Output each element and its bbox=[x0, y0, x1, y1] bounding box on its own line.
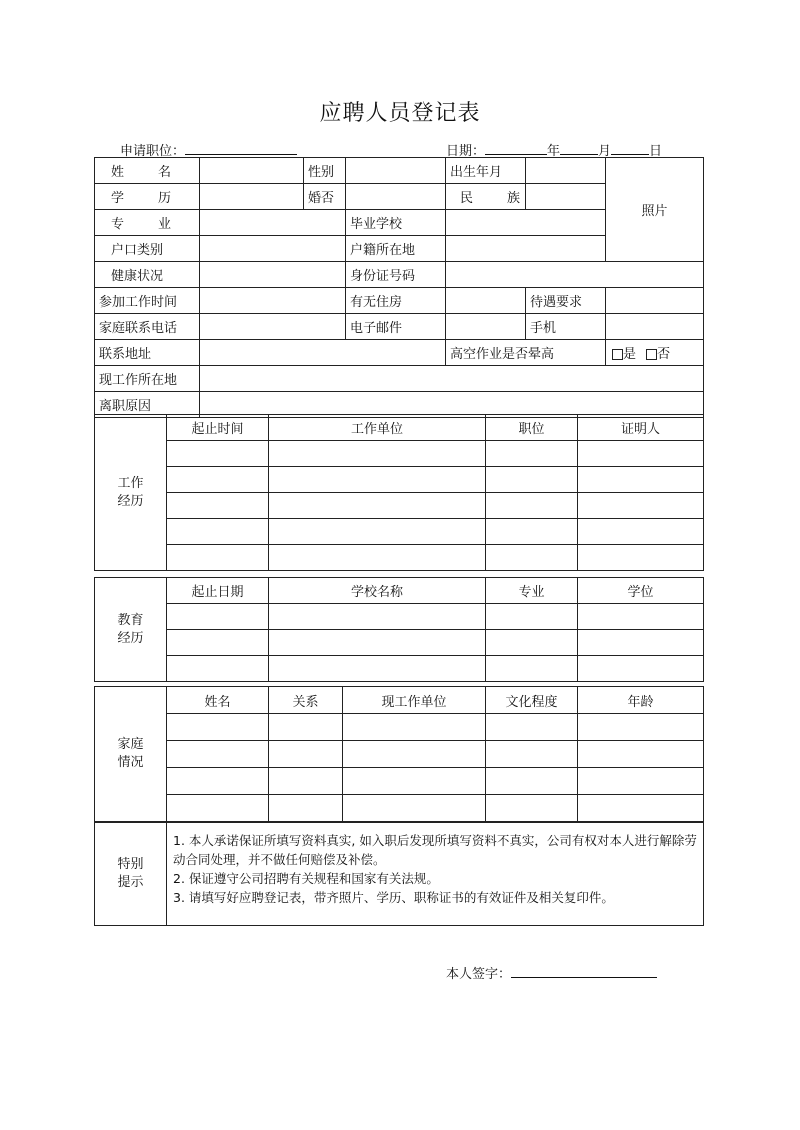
school-label: 毕业学校 bbox=[346, 210, 446, 236]
edu-cell[interactable] bbox=[486, 630, 578, 656]
acrophobia-options bbox=[606, 340, 704, 366]
family-cell[interactable] bbox=[486, 795, 578, 822]
edu-col-major: 专业 bbox=[486, 578, 578, 604]
family-cell[interactable] bbox=[486, 714, 578, 741]
family-section-label bbox=[95, 687, 167, 822]
notice-item-3: 3. 请填写好应聘登记表，带齐照片、学历、职称证书的有效证件及相关复印件。 bbox=[173, 890, 614, 905]
home-phone-label: 家庭联系电话 bbox=[95, 314, 200, 340]
family-col-relation: 关系 bbox=[269, 687, 343, 714]
family-cell[interactable] bbox=[269, 768, 343, 795]
education-label: 学 历 bbox=[95, 184, 200, 210]
work-cell[interactable] bbox=[269, 467, 486, 493]
work-cell[interactable] bbox=[269, 493, 486, 519]
work-section-label bbox=[95, 415, 167, 571]
work-cell[interactable] bbox=[269, 545, 486, 571]
family-table bbox=[94, 686, 704, 822]
marital-input[interactable] bbox=[346, 184, 446, 210]
mobile-label: 手机 bbox=[526, 314, 606, 340]
edu-section-label bbox=[95, 578, 167, 682]
family-cell[interactable] bbox=[578, 795, 704, 822]
edu-cell[interactable] bbox=[167, 656, 269, 682]
education-input[interactable] bbox=[200, 184, 304, 210]
work-experience-table bbox=[94, 414, 704, 571]
work-cell[interactable] bbox=[269, 441, 486, 467]
acrophobia-label: 高空作业是否晕高 bbox=[446, 340, 606, 366]
notice-section-label bbox=[95, 823, 167, 926]
form-title: 应聘人员登记表 bbox=[319, 101, 481, 126]
family-cell[interactable] bbox=[167, 714, 269, 741]
hukou-place-input[interactable] bbox=[446, 236, 606, 262]
no-label: 否 bbox=[657, 347, 671, 362]
major-label: 专 业 bbox=[95, 210, 200, 236]
id-number-input[interactable] bbox=[446, 262, 704, 288]
salary-req-label: 待遇要求 bbox=[526, 288, 606, 314]
family-col-name: 姓名 bbox=[167, 687, 269, 714]
work-cell[interactable] bbox=[167, 493, 269, 519]
yes-checkbox-icon[interactable] bbox=[612, 349, 623, 360]
day-label: 日 bbox=[649, 144, 663, 159]
work-cell[interactable] bbox=[486, 467, 578, 493]
work-cell[interactable] bbox=[578, 545, 704, 571]
major-input[interactable] bbox=[200, 210, 346, 236]
ethnicity-input[interactable] bbox=[526, 184, 606, 210]
no-checkbox-icon[interactable] bbox=[646, 349, 657, 360]
work-col-employer: 工作单位 bbox=[269, 415, 486, 441]
edu-cell[interactable] bbox=[578, 656, 704, 682]
gender-label: 性别 bbox=[304, 158, 346, 184]
family-label-2: 情况 bbox=[117, 755, 144, 770]
year-blank[interactable] bbox=[485, 140, 547, 155]
family-cell[interactable] bbox=[167, 768, 269, 795]
leave-reason-label: 离职原因 bbox=[95, 392, 200, 418]
notice-content bbox=[167, 823, 704, 926]
year-label: 年 bbox=[547, 144, 561, 159]
education-table bbox=[94, 577, 704, 682]
family-col-education: 文化程度 bbox=[486, 687, 578, 714]
work-cell[interactable] bbox=[269, 519, 486, 545]
email-label: 电子邮件 bbox=[346, 314, 446, 340]
hukou-type-label: 户口类别 bbox=[95, 236, 200, 262]
notice-item-1: 1. 本人承诺保证所填写资料真实, 如入职后发现所填写资料不真实，公司有权对本人进行解除劳动合同处理，并不做任何赔偿及补偿。 bbox=[173, 833, 697, 867]
work-col-reference: 证明人 bbox=[578, 415, 704, 441]
photo-box[interactable]: 照片 bbox=[606, 158, 704, 262]
family-cell[interactable] bbox=[578, 714, 704, 741]
family-cell[interactable] bbox=[167, 741, 269, 768]
work-cell[interactable] bbox=[167, 519, 269, 545]
edu-cell[interactable] bbox=[269, 656, 486, 682]
marital-label: 婚否 bbox=[304, 184, 346, 210]
name-input[interactable] bbox=[200, 158, 304, 184]
work-label-2: 经历 bbox=[117, 493, 144, 509]
current-workplace-label: 现工作所在地 bbox=[95, 366, 200, 392]
work-cell[interactable] bbox=[486, 493, 578, 519]
family-cell[interactable] bbox=[486, 741, 578, 768]
work-cell[interactable] bbox=[486, 519, 578, 545]
family-cell[interactable] bbox=[578, 768, 704, 795]
edu-label-1: 教育 bbox=[117, 612, 144, 628]
birth-input[interactable] bbox=[526, 158, 606, 184]
hukou-type-input[interactable] bbox=[200, 236, 346, 262]
family-cell[interactable] bbox=[269, 714, 343, 741]
birth-label: 出生年月 bbox=[446, 158, 526, 184]
date-label: 日期： bbox=[446, 144, 486, 159]
edu-cell[interactable] bbox=[486, 604, 578, 630]
family-cell[interactable] bbox=[343, 768, 486, 795]
address-label: 联系地址 bbox=[95, 340, 200, 366]
family-cell[interactable] bbox=[269, 741, 343, 768]
edu-cell[interactable] bbox=[269, 604, 486, 630]
home-phone-input[interactable] bbox=[200, 314, 346, 340]
email-input[interactable] bbox=[446, 314, 526, 340]
work-cell[interactable] bbox=[167, 467, 269, 493]
work-col-position: 职位 bbox=[486, 415, 578, 441]
gender-input[interactable] bbox=[346, 158, 446, 184]
family-col-age: 年龄 bbox=[578, 687, 704, 714]
family-cell[interactable] bbox=[167, 795, 269, 822]
edu-cell[interactable] bbox=[578, 630, 704, 656]
edu-cell[interactable] bbox=[578, 604, 704, 630]
health-input[interactable] bbox=[200, 262, 346, 288]
family-cell[interactable] bbox=[343, 741, 486, 768]
month-blank[interactable] bbox=[560, 140, 598, 155]
hukou-place-label: 户籍所在地 bbox=[346, 236, 446, 262]
notice-label-2: 提示 bbox=[117, 875, 144, 890]
edu-cell[interactable] bbox=[269, 630, 486, 656]
ethnicity-label: 民 族 bbox=[446, 184, 526, 210]
notice-table bbox=[94, 822, 704, 926]
family-label-1: 家庭 bbox=[117, 737, 144, 752]
housing-label: 有无住房 bbox=[346, 288, 446, 314]
family-cell[interactable] bbox=[486, 768, 578, 795]
work-label-1: 工作 bbox=[117, 475, 144, 491]
id-number-label: 身份证号码 bbox=[346, 262, 446, 288]
address-input[interactable] bbox=[200, 340, 446, 366]
name-label: 姓 名 bbox=[95, 158, 200, 184]
notice-item-2: 2. 保证遵守公司招聘有关规程和国家有关法规。 bbox=[173, 871, 439, 886]
family-cell[interactable] bbox=[343, 795, 486, 822]
notice-label-1: 特别 bbox=[117, 857, 144, 872]
work-start-input[interactable] bbox=[200, 288, 346, 314]
day-blank[interactable] bbox=[611, 140, 649, 155]
signature-blank[interactable] bbox=[511, 963, 657, 978]
current-workplace-input[interactable] bbox=[200, 366, 704, 392]
basic-info-table bbox=[94, 157, 704, 418]
edu-cell[interactable] bbox=[167, 604, 269, 630]
edu-col-period: 起止日期 bbox=[167, 578, 269, 604]
work-cell[interactable] bbox=[486, 545, 578, 571]
school-input[interactable] bbox=[446, 210, 606, 236]
salary-req-input[interactable] bbox=[606, 288, 704, 314]
work-cell[interactable] bbox=[578, 519, 704, 545]
yes-label: 是 bbox=[623, 347, 637, 362]
edu-label-2: 经历 bbox=[117, 630, 144, 646]
position-blank[interactable] bbox=[185, 140, 297, 155]
work-cell[interactable] bbox=[578, 467, 704, 493]
housing-input[interactable] bbox=[446, 288, 526, 314]
work-cell[interactable] bbox=[167, 545, 269, 571]
family-cell[interactable] bbox=[578, 741, 704, 768]
work-cell[interactable] bbox=[167, 441, 269, 467]
family-cell[interactable] bbox=[343, 714, 486, 741]
edu-col-degree: 学位 bbox=[578, 578, 704, 604]
work-start-label: 参加工作时间 bbox=[95, 288, 200, 314]
signature-field[interactable] bbox=[446, 963, 657, 982]
work-col-period: 起止时间 bbox=[167, 415, 269, 441]
work-cell[interactable] bbox=[486, 441, 578, 467]
health-label: 健康状况 bbox=[95, 262, 200, 288]
work-cell[interactable] bbox=[578, 441, 704, 467]
edu-cell[interactable] bbox=[167, 630, 269, 656]
family-cell[interactable] bbox=[269, 795, 343, 822]
signature-label: 本人签字： bbox=[446, 967, 512, 982]
edu-cell[interactable] bbox=[486, 656, 578, 682]
month-label: 月 bbox=[598, 144, 612, 159]
position-label: 申请职位： bbox=[120, 144, 186, 159]
family-col-employer: 现工作单位 bbox=[343, 687, 486, 714]
mobile-input[interactable] bbox=[606, 314, 704, 340]
edu-col-school: 学校名称 bbox=[269, 578, 486, 604]
work-cell[interactable] bbox=[578, 493, 704, 519]
